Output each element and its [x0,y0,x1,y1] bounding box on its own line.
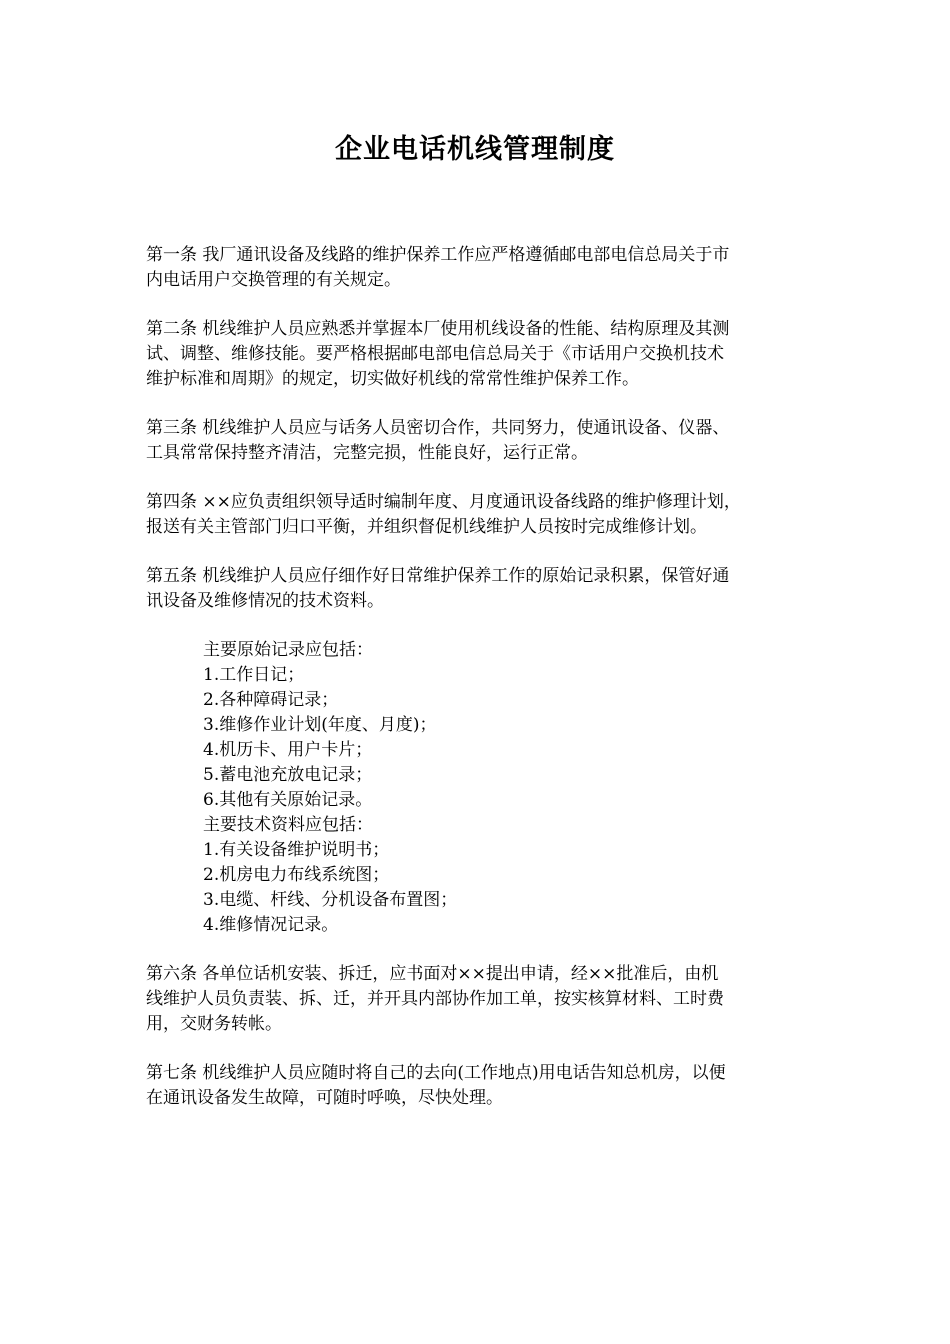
tech-list-heading: 主要技术资料应包括： [203,815,373,835]
article-4 [146,490,812,540]
list-item: 1.有关设备维护说明书； [203,840,390,860]
article-5 [146,564,812,614]
article-6-line-1: 第六条 各单位话机安装、拆迁，应书面对××提出申请，经××批准后，由机 [146,964,719,984]
article-5-line-2: 讯设备及维修情况的技术资料。 [146,591,384,611]
article-7-line-2: 在通讯设备发生故障，可随时呼唤，尽快处理。 [146,1088,503,1108]
article-1-line-1: 第一条 我厂通讯设备及线路的维护保养工作应严格遵循邮电部电信总局关于市 [146,245,730,265]
article-6-line-3: 用，交财务转帐。 [146,1014,282,1034]
list-item: 5.蓄电池充放电记录； [203,765,373,785]
article-2 [146,317,812,392]
list-item: 2.机房电力布线系统图； [203,865,390,885]
document-body [146,243,812,1135]
article-4-line-1: 第四条 ××应负责组织领导适时编制年度、月度通讯设备线路的维护修理计划， [146,492,741,512]
article-7 [146,1061,812,1111]
list-item: 4.维修情况记录。 [203,915,339,935]
list-item: 3.电缆、杆线、分机设备布置图； [203,890,458,910]
records-and-tech-list [203,638,812,938]
article-6-line-2: 线维护人员负责装、拆、迁，并开具内部协作加工单，按实核算材料、工时费 [146,989,724,1009]
list-item: 1.工作日记； [203,665,305,685]
list-item: 2.各种障碍记录； [203,690,339,710]
article-4-line-2: 报送有关主管部门归口平衡，并组织督促机线维护人员按时完成维修计划。 [146,517,707,537]
list-item: 4.机历卡、用户卡片； [203,740,373,760]
article-2-line-2: 试、调整、维修技能。要严格根据邮电部电信总局关于《市话用户交换机技术 [146,344,724,364]
article-3-line-1: 第三条 机线维护人员应与话务人员密切合作，共同努力，使通讯设备、仪器、 [146,418,730,438]
article-5-line-1: 第五条 机线维护人员应仔细作好日常维护保养工作的原始记录积累，保管好通 [146,566,730,586]
article-1-line-2: 内电话用户交换管理的有关规定。 [146,270,401,290]
article-6 [146,962,812,1037]
document-title: 企业电话机线管理制度 [335,134,615,165]
article-3-line-2: 工具常常保持整齐清洁，完整完损，性能良好，运行正常。 [146,443,588,463]
article-1 [146,243,812,293]
list-item: 3.维修作业计划(年度、月度)； [203,715,437,735]
article-2-line-3: 维护标准和周期》的规定，切实做好机线的常常性维护保养工作。 [146,369,639,389]
records-list-heading: 主要原始记录应包括： [203,640,373,660]
article-7-line-1: 第七条 机线维护人员应随时将自己的去向(工作地点)用电话告知总机房，以便 [146,1063,726,1083]
article-3 [146,416,812,466]
list-item: 6.其他有关原始记录。 [203,790,373,810]
article-2-line-1: 第二条 机线维护人员应熟悉并掌握本厂使用机线设备的性能、结构原理及其测 [146,319,730,339]
